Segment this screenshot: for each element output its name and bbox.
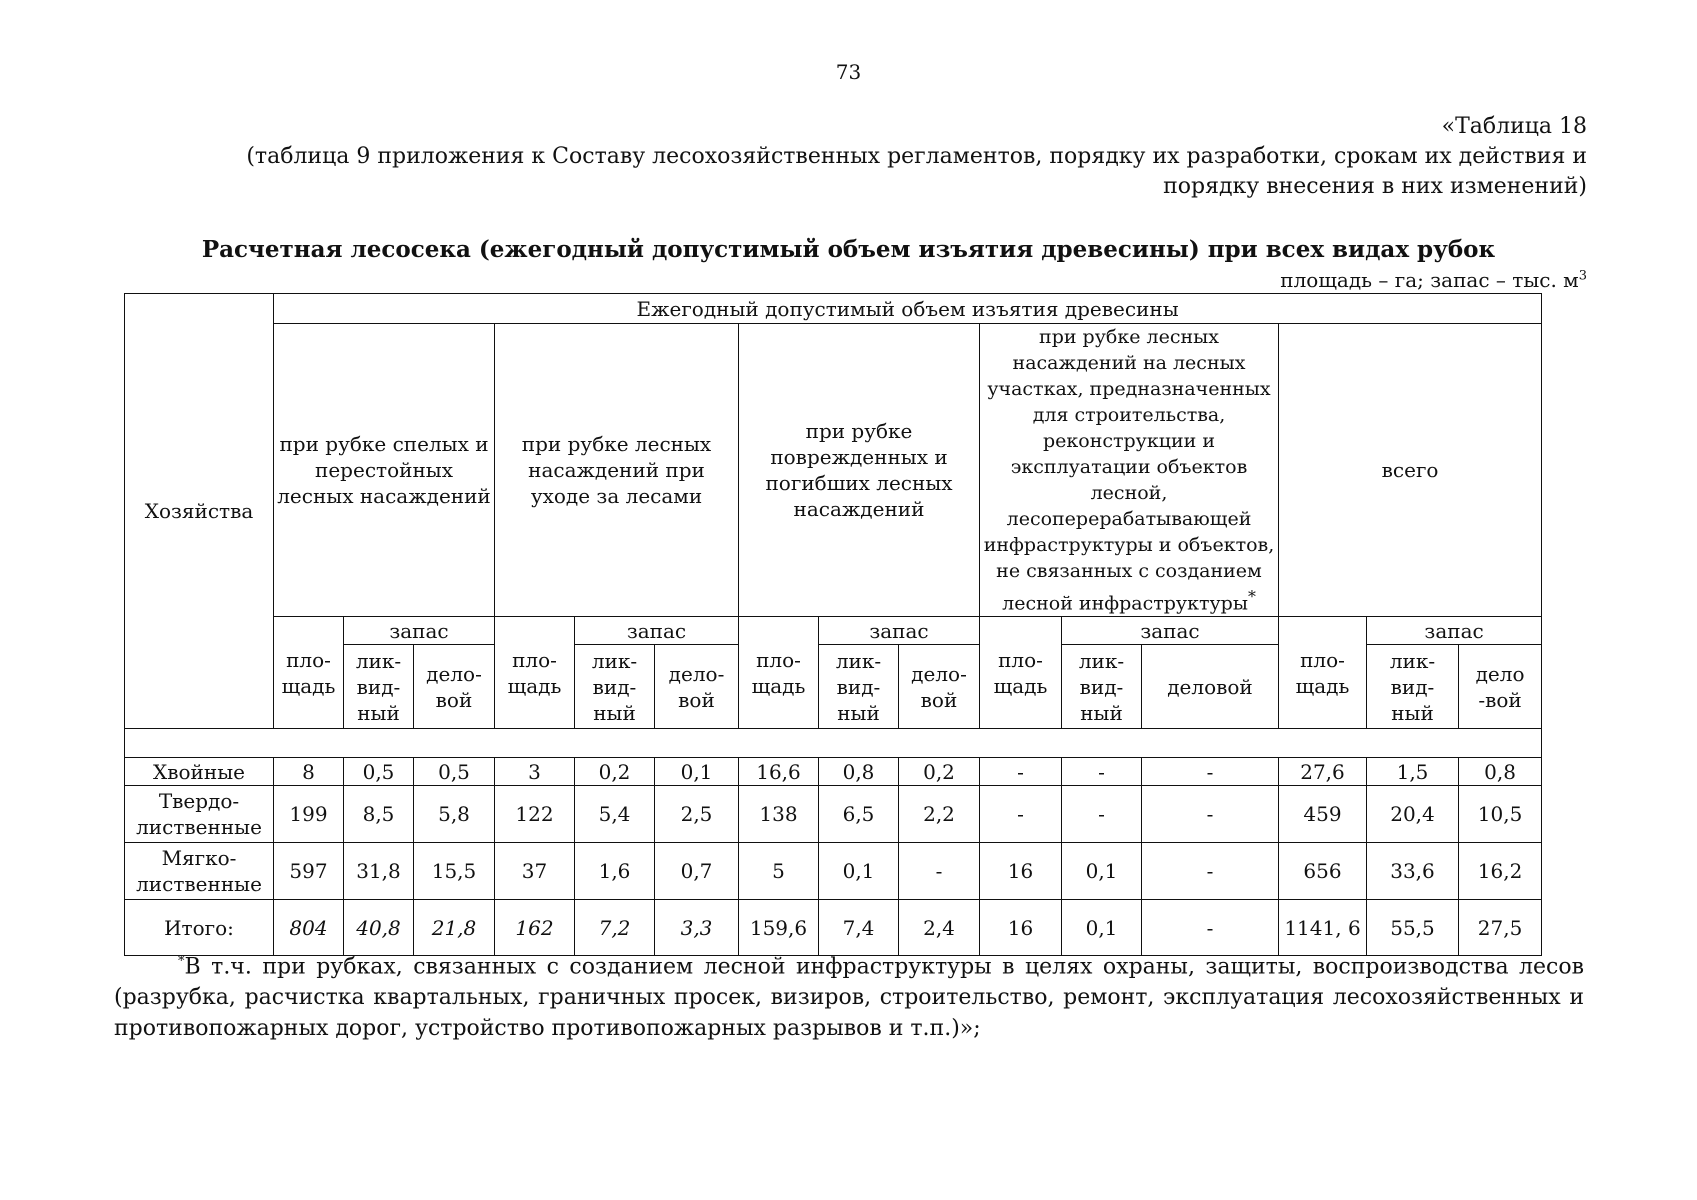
cell: 0,7 (655, 843, 739, 900)
cell-total: 162 (495, 900, 575, 956)
spacer-row (125, 729, 1542, 758)
cell-total: 1141, 6 (1279, 900, 1367, 956)
cell: 122 (495, 786, 575, 843)
group-header-total: всего (1279, 324, 1542, 617)
subheader-business: деловой (1142, 645, 1279, 729)
cell: - (980, 786, 1062, 843)
cell: 5,8 (414, 786, 495, 843)
subheader-stock: запас (1062, 617, 1279, 645)
group-header-damaged: при рубке поврежденных и погибших лесных насаждений (739, 324, 980, 617)
cell: 1,6 (575, 843, 655, 900)
cell: 15,5 (414, 843, 495, 900)
subheader-business: дело- вой (414, 645, 495, 729)
cell: 0,8 (1459, 758, 1542, 786)
subheader-liquid: лик- вид- ный (344, 645, 414, 729)
group-header-thinning: при рубке лесных насаждений при уходе за лесами (495, 324, 739, 617)
units-note (1280, 268, 1587, 292)
cell: - (1062, 758, 1142, 786)
cell: 2,2 (899, 786, 980, 843)
cell: 5,4 (575, 786, 655, 843)
cell: 459 (1279, 786, 1367, 843)
cell-total: 7,2 (575, 900, 655, 956)
cell: 16,2 (1459, 843, 1542, 900)
cell: 31,8 (344, 843, 414, 900)
cell-total: 159,6 (739, 900, 819, 956)
cell: 2,5 (655, 786, 739, 843)
subheader-business: дело -вой (1459, 645, 1542, 729)
cell: 0,1 (1062, 843, 1142, 900)
group-header-mature: при рубке спелых и перестойных лесных насаждений (274, 324, 495, 617)
cell: - (899, 843, 980, 900)
col-header-farm: Хозяйства (125, 294, 274, 729)
cell: 597 (274, 843, 344, 900)
table-row-softwood (125, 843, 1542, 900)
table-row-hardwood (125, 786, 1542, 843)
subheader-business: дело- вой (655, 645, 739, 729)
row-label: Хвойные (125, 758, 274, 786)
cell: 0,5 (414, 758, 495, 786)
cell-total: 16 (980, 900, 1062, 956)
cell: 3 (495, 758, 575, 786)
cell: 6,5 (819, 786, 899, 843)
cell: - (1142, 786, 1279, 843)
cell: - (980, 758, 1062, 786)
subheader-area: пло- щадь (274, 617, 344, 729)
subheader-business: дело- вой (899, 645, 980, 729)
cell: 199 (274, 786, 344, 843)
footnote-text: В т.ч. при рубках, связанных с созданием лесной инфраструктуры в целях охраны, защиты, воспроизводства лесов (разрубка, расчистка квартальных, граничных просек, визиров, строительство, ремонт, эксплуатация лесохозяйственных и противопожарных дорог, устройство противопожарных разрывов и т.п.)»; (114, 954, 1584, 1042)
cell-total: 3,3 (655, 900, 739, 956)
page-number: 73 (835, 60, 862, 84)
cell-total: 27,5 (1459, 900, 1542, 956)
cell: - (1142, 758, 1279, 786)
table-row-coniferous (125, 758, 1542, 786)
subheader-stock: запас (344, 617, 495, 645)
cell-total: 804 (274, 900, 344, 956)
cell-total: 7,4 (819, 900, 899, 956)
cell: 8 (274, 758, 344, 786)
cell-total: 0,1 (1062, 900, 1142, 956)
subheader-stock: запас (575, 617, 739, 645)
row-label: Мягко- лиственные (125, 843, 274, 900)
cell: 0,1 (655, 758, 739, 786)
cell: 8,5 (344, 786, 414, 843)
cell-total: 40,8 (344, 900, 414, 956)
cell: 16,6 (739, 758, 819, 786)
group-header-annual-volume: Ежегодный допустимый объем изъятия древесины (274, 294, 1542, 324)
cell: 138 (739, 786, 819, 843)
subheader-liquid: лик- вид- ный (575, 645, 655, 729)
table-label: «Таблица 18 (1441, 114, 1587, 139)
subheader-stock: запас (1367, 617, 1542, 645)
cell: 0,8 (819, 758, 899, 786)
subheader-liquid: лик- вид- ный (1062, 645, 1142, 729)
footnote-mark: * (178, 954, 185, 969)
cell: 33,6 (1367, 843, 1459, 900)
units-text: площадь – га; запас – тыс. м (1280, 268, 1579, 292)
subheader-stock: запас (819, 617, 980, 645)
cell: 0,2 (899, 758, 980, 786)
subheader-area: пло- щадь (1279, 617, 1367, 729)
row-label: Твердо- лиственные (125, 786, 274, 843)
cell: 10,5 (1459, 786, 1542, 843)
subheader-area: пло- щадь (739, 617, 819, 729)
cell: 27,6 (1279, 758, 1367, 786)
cell: 656 (1279, 843, 1367, 900)
group-header-construction-text: при рубке лесных насаждений на лесных участках, предназначенных для строительства, реконструкции и эксплуатации объектов лесной, лесоперерабатывающей инфраструктуры и объектов, не связанных с созданием лесной инфраструктуры (983, 326, 1275, 615)
cell: - (1142, 843, 1279, 900)
footnote (114, 946, 1584, 1044)
cell-total: 21,8 (414, 900, 495, 956)
cell-total: 2,4 (899, 900, 980, 956)
cell: 20,4 (1367, 786, 1459, 843)
document-title: Расчетная лесосека (ежегодный допустимый объем изъятия древесины) при всех видах рубок (201, 236, 1496, 263)
subheader-liquid: лик- вид- ный (819, 645, 899, 729)
cell-total: 55,5 (1367, 900, 1459, 956)
cell-total: - (1142, 900, 1279, 956)
cell: 0,2 (575, 758, 655, 786)
units-superscript: 3 (1578, 268, 1587, 284)
table-reference (187, 112, 1587, 202)
footnote-mark: * (1247, 587, 1256, 606)
cell: 5 (739, 843, 819, 900)
table-source-note: (таблица 9 приложения к Составу лесохозяйственных регламентов, порядку их разработки, срокам их действия и порядку внесения в них изменений) (246, 144, 1587, 199)
subheader-area: пло- щадь (980, 617, 1062, 729)
cell: 16 (980, 843, 1062, 900)
row-label-total: Итого: (125, 900, 274, 956)
cell: 0,5 (344, 758, 414, 786)
cell: 0,1 (819, 843, 899, 900)
group-header-construction (980, 324, 1279, 617)
allowable-cut-table (124, 293, 1542, 956)
subheader-area: пло- щадь (495, 617, 575, 729)
subheader-liquid: лик- вид- ный (1367, 645, 1459, 729)
cell: 1,5 (1367, 758, 1459, 786)
cell: - (1062, 786, 1142, 843)
cell: 37 (495, 843, 575, 900)
